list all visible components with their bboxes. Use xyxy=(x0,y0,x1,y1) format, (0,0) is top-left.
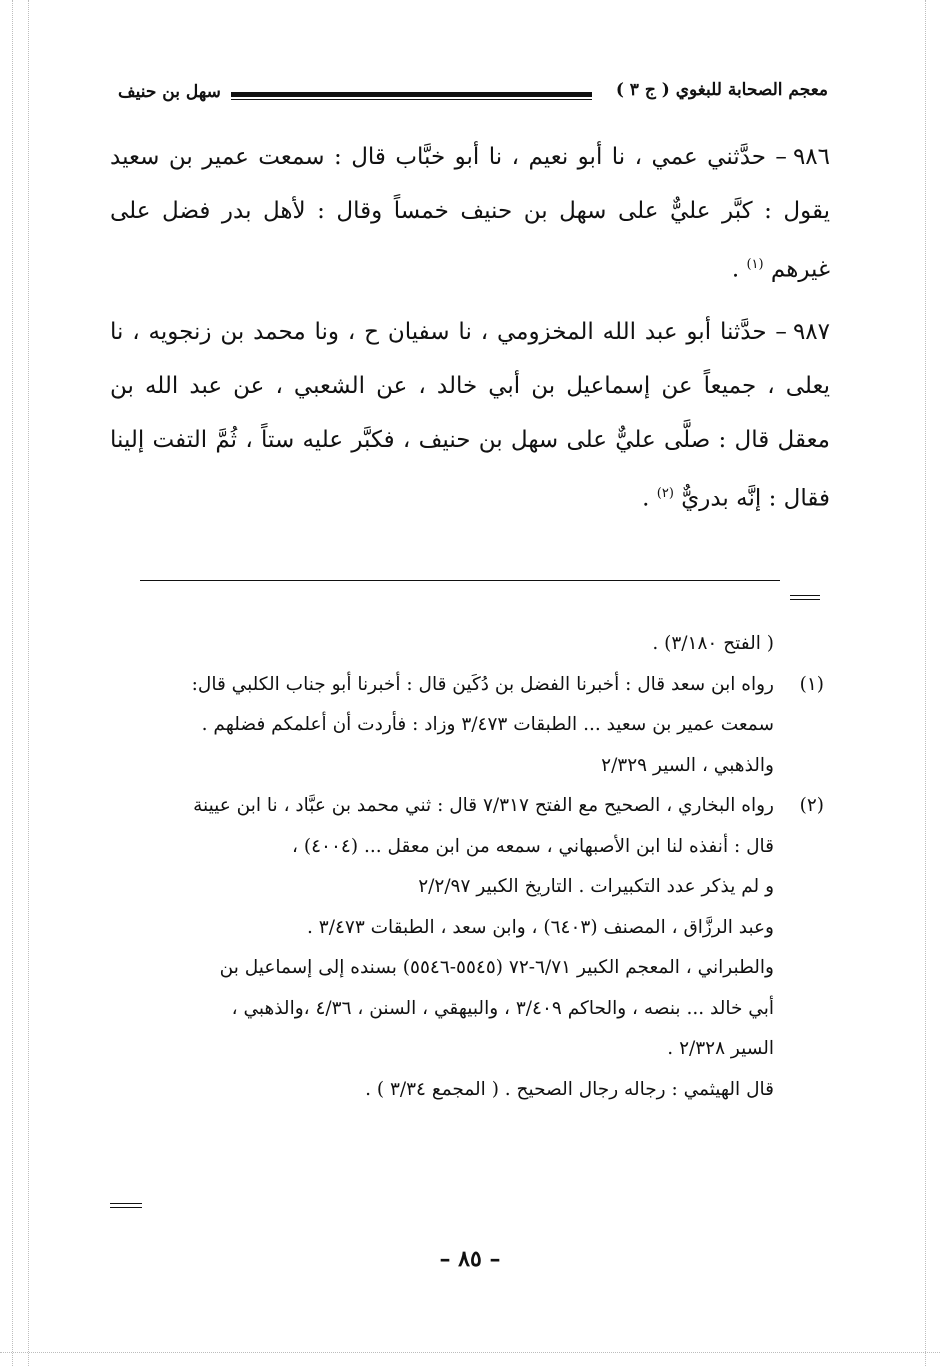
footnote-mark: (١) xyxy=(799,673,824,695)
page-number: – ٨٥ – xyxy=(439,1246,501,1272)
footnote-1 xyxy=(112,665,824,787)
hadith-text: – حدَّثنا أبو عبد الله المخزومي ، نا سفيان ح ، ونا محمد بن زنجويه ، نا يعلى ، جميعاً عن إسماعيل بن أبي خالد ، عن الشعبي ، عن عبد الله بن معقل قال : صلَّى عليٌّ على سهل بن حنيف ، فكبَّر عليه ستاً ، ثُمَّ التفت إلينا فقال : إنَّه بدريٌّ xyxy=(110,318,830,512)
hadith-end: . xyxy=(731,256,747,283)
header-rule xyxy=(231,92,592,97)
footnote-line: رواه ابن سعد قال : أخبرنا الفضل بن دُكَين قال : أخبرنا أبو جناب الكلبي قال: xyxy=(191,673,774,695)
hadith-text: – حدَّثني عمي ، نا أبو نعيم ، نا أبو خبَّاب قال : سمعت عمير بن سعيد يقول : كبَّر عليٌّ على سهل بن حنيف خمساً وقال : لأهل بدر فضل على غيرهم xyxy=(110,144,830,283)
running-header xyxy=(118,80,828,110)
hadith-end: . xyxy=(642,485,657,512)
scan-border-dots xyxy=(0,1352,940,1353)
hadith-986 xyxy=(110,130,830,297)
entry-name: سهل بن حنيف xyxy=(118,82,221,102)
footnote-separator xyxy=(140,580,780,581)
footnote-ref: (٢) xyxy=(656,485,674,501)
footnote-line: و لم يذكر عدد التكبيرات . التاريخ الكبير ٢/٢/٩٧ xyxy=(418,876,774,897)
footnote-line: وعبد الرزَّاق ، المصنف (٦٤٠٣) ، وابن سعد ، الطبقات ٣/٤٧٣ . xyxy=(307,916,774,938)
footnote-line: والذهبي ، السير ٢/٣٢٩ xyxy=(601,754,774,776)
hadith-number: ٩٨٦ xyxy=(792,144,830,170)
footnote-line: السير ٢/٣٢٨ . xyxy=(667,1038,774,1059)
scan-border-dots xyxy=(925,0,926,1366)
footnote-mark: (٢) xyxy=(799,795,824,816)
footnote-line: قال الهيثمي : رجاله رجال الصحيح . ( المجمع ٣/٣٤ ) . xyxy=(365,1078,774,1100)
volume-title: معجم الصحابة للبغوي ( ج ٣ ) xyxy=(615,80,828,100)
hadith-987 xyxy=(110,305,830,526)
footnote-line: رواه البخاري ، الصحيح مع الفتح ٧/٣١٧ قال : ثني محمد بن عبَّاد ، نا ابن عيينة xyxy=(193,795,774,816)
footnote-carry-over: ( الفتح ٣/١٨٠) . xyxy=(652,633,774,654)
footnotes xyxy=(112,624,824,1110)
footnote-ref: (١) xyxy=(746,257,764,272)
footnote-line: والطبراني ، المعجم الكبير ٦/٧١-٧٢ (٥٥٤٥-٥٥٤٦) بسنده إلى إسماعيل بن xyxy=(219,957,774,978)
scan-border-dots xyxy=(28,0,29,1366)
footnote-separator-mark xyxy=(790,592,820,603)
end-mark xyxy=(110,1200,142,1211)
header-rule xyxy=(231,99,592,100)
footnote-line: قال : أنفذه لنا ابن الأصبهاني ، سمعه من ابن معقل ... (٤٠٠٤) ، xyxy=(292,835,774,857)
footnote-2 xyxy=(112,786,824,948)
scan-border-dots xyxy=(12,0,13,1366)
footnote-line: سمعت عمير بن سعيد ... الطبقات ٣/٤٧٣ وزاد : فأردت أن أعلمكم فضلهم . xyxy=(201,714,774,735)
hadith-number: ٩٨٧ xyxy=(792,318,830,345)
main-text xyxy=(110,130,830,533)
footnote-line: أبي خالد ... بنصه ، والحاكم ٣/٤٠٩ ، والبيهقي ، السنن ، ٤/٣٦ ،والذهبي ، xyxy=(231,997,774,1019)
footnote-2-continued xyxy=(112,948,824,1110)
footnote-indent xyxy=(774,948,824,1110)
